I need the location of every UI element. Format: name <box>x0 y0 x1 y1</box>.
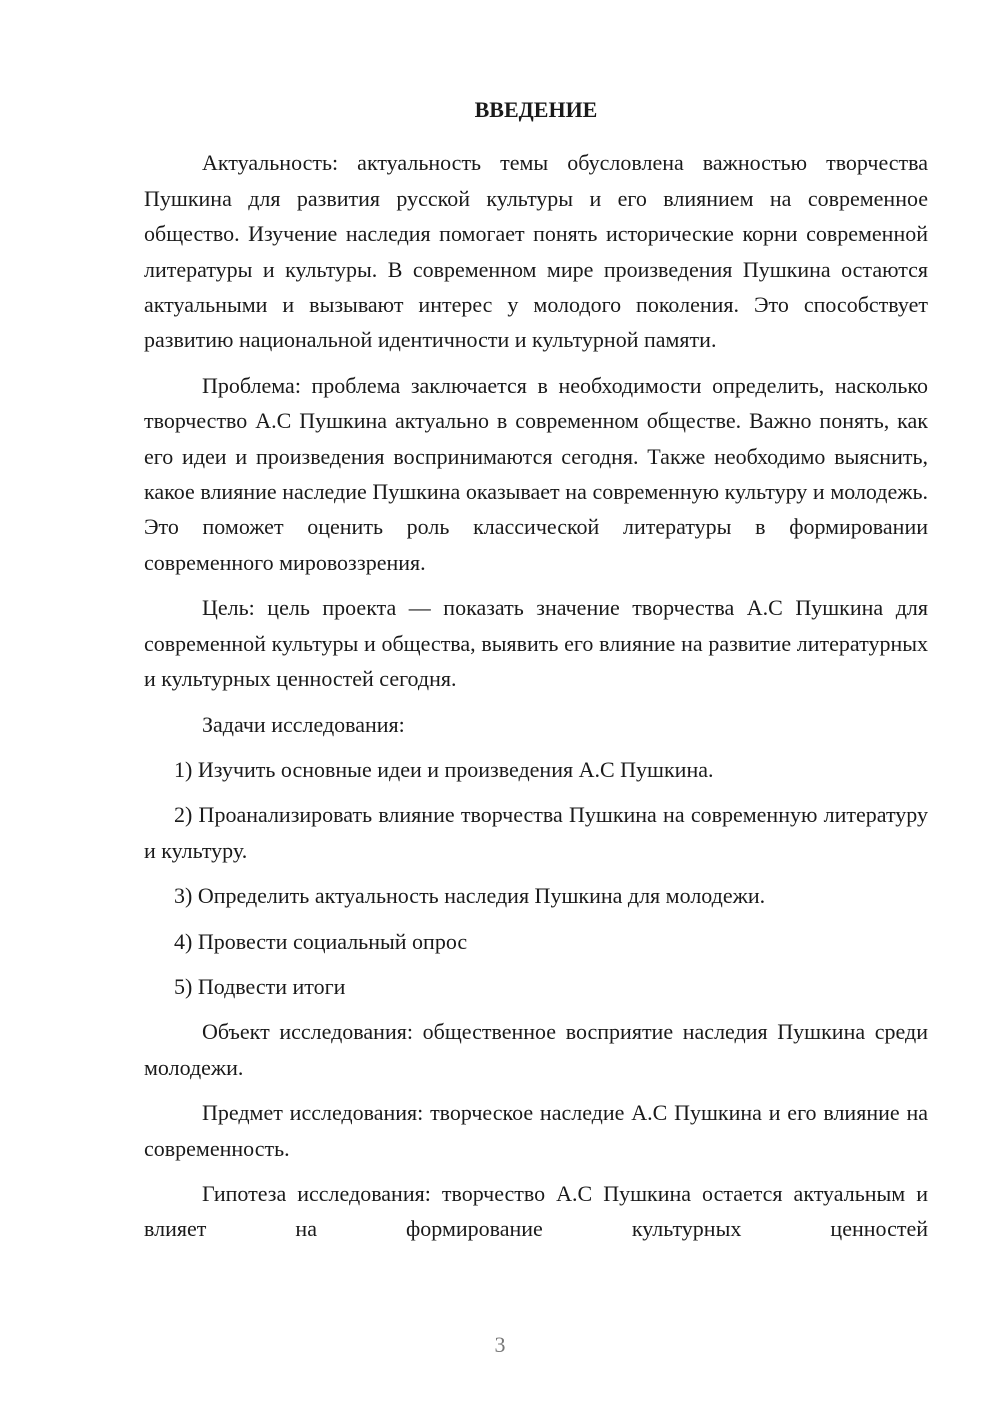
object-paragraph: Объект исследования: общественное восприятие наследия Пушкина среди молодежи. <box>144 1019 928 1080</box>
task-item: 5) Подвести итоги <box>174 973 346 999</box>
document-page <box>144 92 928 1257</box>
document-title: ВВЕДЕНИЕ <box>474 97 598 122</box>
hypothesis-paragraph: Гипотеза исследования: творчество А.С Пушкина остается актуальным и влияет на формирование культурных ценностей <box>144 1180 928 1242</box>
relevance-paragraph: Актуальность: актуальность темы обусловлена важностью творчества Пушкина для развития русской культуры и его влиянием на современное общество. Изучение наследия помогает понять исторические корни современной литературы и культуры. В современном мире произведения Пушкина остаются актуальными и вызывают интерес у молодого поколения. Это способствует развитию национальной идентичности и культурной памяти. <box>144 150 928 353</box>
problem-paragraph: Проблема: проблема заключается в необходимости определить, насколько творчество А.С Пушкина актуально в современном обществе. Важно понять, как его идеи и произведения воспринимаются сегодня. Также необходимо выяснить, какое влияние наследие Пушкина оказывает на современную культуру и молодежь. Это поможет оценить роль классической литературы в формировании современного мировоззрения. <box>144 372 928 575</box>
tasks-heading: Задачи исследования: <box>202 711 405 737</box>
task-item: 2) Проанализировать влияние творчества Пушкина на современную литературу и культуру. <box>144 802 928 863</box>
task-item: 4) Провести социальный опрос <box>174 928 468 954</box>
subject-paragraph: Предмет исследования: творческое наследие А.С Пушкина и его влияние на современность. <box>144 1100 928 1161</box>
goal-paragraph: Цель: цель проекта — показать значение творчества А.С Пушкина для современной культуры и общества, выявить его влияние на развитие литературных и культурных ценностей сегодня. <box>144 595 928 692</box>
task-item: 1) Изучить основные идеи и произведения А.С Пушкина. <box>174 756 714 782</box>
page-number: 3 <box>494 1332 506 1357</box>
task-item: 3) Определить актуальность наследия Пушкина для молодежи. <box>174 883 766 909</box>
